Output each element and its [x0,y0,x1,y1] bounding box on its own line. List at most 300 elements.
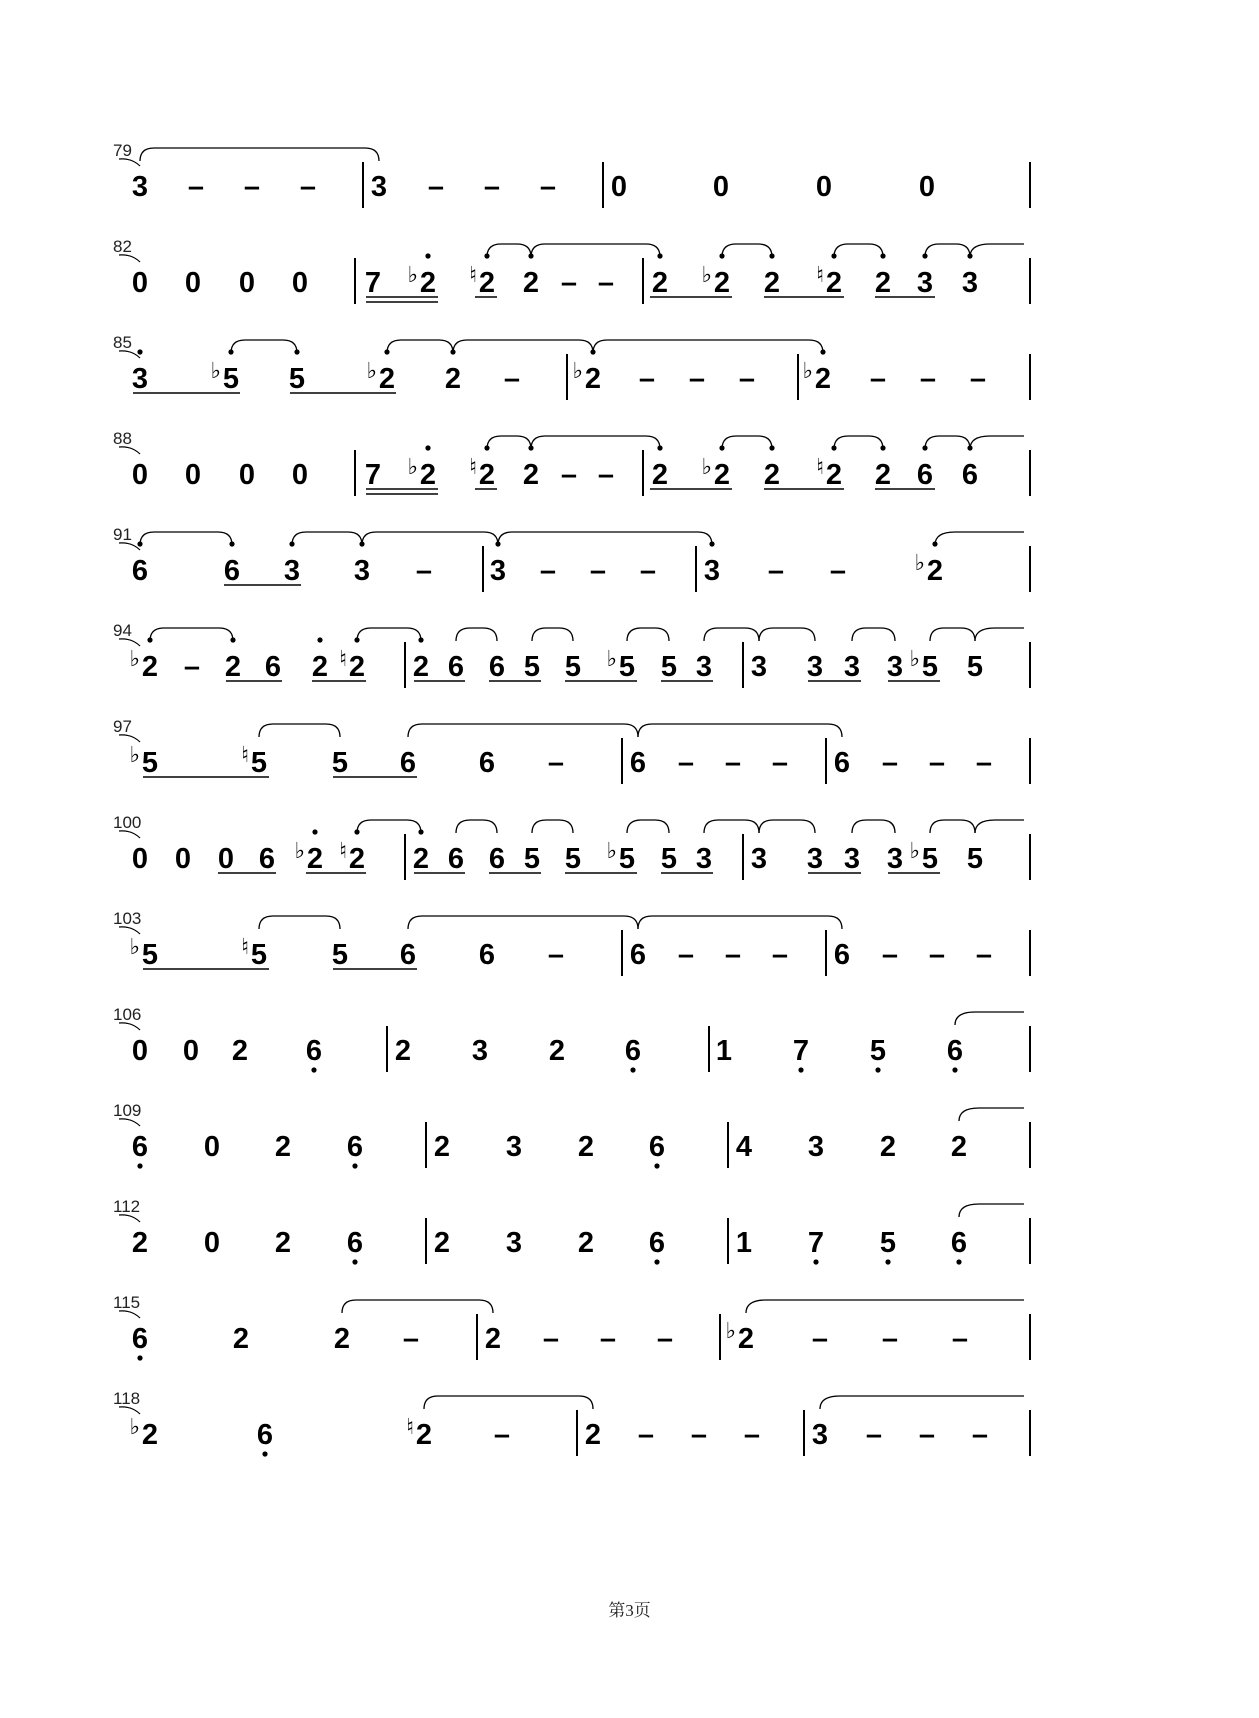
octave-dot-upper [484,253,489,258]
octave-dot-upper [922,253,927,258]
natural-accidental: ♮ [406,1415,414,1440]
octave-dot-upper [657,253,662,258]
note-digit: 0 [238,459,256,491]
note-digit: 0 [174,843,192,875]
slur [704,820,759,833]
dash-note: – [637,1419,655,1451]
note-digit: 2 [348,843,366,875]
note-digit: 3 [505,1131,523,1163]
slur [453,340,593,353]
dash-note: – [597,459,615,491]
note-digit: 2 [311,651,329,683]
note-digit: 2 [950,1131,968,1163]
octave-dot-upper [147,637,152,642]
score-system [113,237,1030,304]
measure-number: 79 [113,141,132,160]
note-digit: 2 [584,1419,602,1451]
slur [638,724,842,737]
score-system [113,525,1030,592]
dash-note: – [743,1419,761,1451]
octave-dot-upper [495,541,500,546]
note-digit: 6 [488,651,506,683]
note-digit: 2 [577,1131,595,1163]
measure-number: 109 [113,1101,142,1120]
note-digit: 2 [141,651,159,683]
note-digit: 6 [258,843,276,875]
slur [531,436,660,449]
octave-dot-lower [630,1067,635,1072]
note-digit: 5 [222,363,240,395]
slur [531,244,660,257]
flat-accidental: ♭ [701,455,712,480]
score-system [113,1197,1030,1265]
octave-dot-upper [229,541,234,546]
note-digit: 3 [806,843,824,875]
dash-note: – [560,459,578,491]
note-digit: 6 [629,939,647,971]
dash-note: – [589,555,607,587]
note-digit: 5 [564,843,582,875]
note-digit: 4 [735,1131,753,1163]
slur [342,1300,493,1313]
slur [593,340,823,353]
octave-dot-upper [967,445,972,450]
note-digit: 3 [703,555,721,587]
octave-dot-upper [359,541,364,546]
octave-dot-upper [831,445,836,450]
dash-note: – [688,363,706,395]
flat-accidental: ♭ [129,935,140,960]
note-digit: 3 [750,651,768,683]
octave-dot-upper [289,541,294,546]
octave-dot-lower [137,1355,142,1360]
note-digit: 6 [346,1131,364,1163]
natural-accidental: ♮ [469,263,477,288]
flat-accidental: ♭ [701,263,712,288]
dash-note: – [724,939,742,971]
note-digit: 3 [961,267,979,299]
note-digit: 6 [131,1131,149,1163]
slur [834,244,883,257]
slur [387,340,453,353]
natural-accidental: ♮ [339,839,347,864]
score-system [113,429,1030,496]
octave-dot-lower [813,1259,818,1264]
note-digit: 2 [713,267,731,299]
note-digit: 6 [833,939,851,971]
note-digit: 3 [806,651,824,683]
octave-dot-upper [418,637,423,642]
octave-dot-upper [354,829,359,834]
note-digit: 2 [825,459,843,491]
note-digit: 2 [763,267,781,299]
note-digit: 0 [217,843,235,875]
note-digit: 6 [648,1131,666,1163]
flat-accidental: ♭ [407,455,418,480]
dash-note: – [738,363,756,395]
octave-dot-upper [769,253,774,258]
slur [362,532,498,545]
octave-dot-upper [317,637,322,642]
note-digit: 2 [231,1035,249,1067]
measure-number: 94 [113,621,132,640]
dash-note: – [677,747,695,779]
slur [704,628,759,641]
note-digit: 2 [651,459,669,491]
slur [925,244,970,257]
note-digit: 0 [184,459,202,491]
octave-dot-lower [137,1163,142,1168]
natural-accidental: ♮ [241,743,249,768]
note-digit: 0 [182,1035,200,1067]
dash-note: – [881,747,899,779]
note-digit: 2 [378,363,396,395]
note-digit: 6 [950,1227,968,1259]
note-digit: 3 [353,555,371,587]
dash-note: – [638,363,656,395]
dash-note: – [402,1323,420,1355]
dash-note: – [969,363,987,395]
note-digit: 3 [489,555,507,587]
dash-note: – [656,1323,674,1355]
flat-accidental: ♭ [909,647,920,672]
dash-note: – [597,267,615,299]
octave-dot-upper [719,253,724,258]
note-digit: 2 [814,363,832,395]
octave-dot-upper [528,445,533,450]
note-digit: 2 [232,1323,250,1355]
score-system [113,1389,1030,1457]
slur [970,436,1024,449]
slur [532,820,573,833]
dash-note: – [493,1419,511,1451]
dash-note: – [881,939,899,971]
flat-accidental: ♭ [606,839,617,864]
slur [935,532,1024,545]
note-digit: 5 [331,747,349,779]
octave-dot-lower [885,1259,890,1264]
note-digit: 2 [825,267,843,299]
slur [627,628,669,641]
measure-number: 82 [113,237,132,256]
slur [722,244,772,257]
dash-note: – [690,1419,708,1451]
note-digit: 2 [522,459,540,491]
note-digit: 6 [399,939,417,971]
octave-dot-upper [230,637,235,642]
dash-note: – [547,747,565,779]
note-digit: 5 [869,1035,887,1067]
note-digit: 5 [331,939,349,971]
score-system [113,1293,1030,1361]
dash-note: – [767,555,785,587]
dash-note: – [547,939,565,971]
note-digit: 3 [695,843,713,875]
score-system [113,717,1030,784]
note-digit: 5 [141,939,159,971]
note-digit: 3 [843,843,861,875]
measure-number: 103 [113,909,142,928]
note-digit: 6 [256,1419,274,1451]
slur [150,628,233,641]
note-digit: 2 [141,1419,159,1451]
note-digit: 3 [807,1131,825,1163]
note-digit: 2 [926,555,944,587]
dash-note: – [975,747,993,779]
flat-accidental: ♭ [129,743,140,768]
note-digit: 2 [651,267,669,299]
note-digit: 1 [715,1035,733,1067]
dash-note: – [415,555,433,587]
slur [959,1108,1024,1121]
octave-dot-lower [654,1163,659,1168]
note-digit: 6 [399,747,417,779]
slur [140,148,379,161]
slur [456,628,497,641]
slur [759,628,815,641]
note-digit: 5 [141,747,159,779]
slur [292,532,362,545]
octave-dot-upper [880,445,885,450]
slur [424,1396,593,1409]
flat-accidental: ♭ [366,359,377,384]
note-digit: 6 [447,843,465,875]
note-digit: 5 [660,843,678,875]
octave-dot-upper [450,349,455,354]
note-digit: 6 [478,747,496,779]
note-digit: 2 [484,1323,502,1355]
octave-dot-upper [831,253,836,258]
dash-note: – [677,939,695,971]
octave-dot-lower [352,1163,357,1168]
slur [820,1396,1024,1409]
natural-accidental: ♮ [241,935,249,960]
slur [231,340,297,353]
note-digit: 6 [131,1323,149,1355]
octave-dot-lower [956,1259,961,1264]
slur [970,244,1024,257]
note-digit: 5 [288,363,306,395]
slur [627,820,669,833]
dash-note: – [928,747,946,779]
dash-note: – [771,939,789,971]
note-digit: 2 [874,459,892,491]
note-digit: 3 [886,843,904,875]
note-digit: 2 [224,651,242,683]
note-digit: 2 [131,1227,149,1259]
note-digit: 0 [610,171,628,203]
note-digit: 2 [412,651,430,683]
note-digit: 2 [444,363,462,395]
score-system [113,141,1030,208]
note-digit: 7 [807,1227,825,1259]
dash-note: – [811,1323,829,1355]
octave-dot-upper [484,445,489,450]
note-digit: 0 [131,843,149,875]
slur [930,628,975,641]
note-digit: 3 [283,555,301,587]
slur [487,244,531,257]
octave-dot-upper [709,541,714,546]
note-digit: 2 [713,459,731,491]
score-system [113,1005,1030,1073]
note-digit: 5 [564,651,582,683]
note-digit: 5 [618,651,636,683]
measure-number: 85 [113,333,132,352]
dash-note: – [187,171,205,203]
note-digit: 3 [131,171,149,203]
measure-number: 100 [113,813,142,832]
note-digit: 0 [203,1131,221,1163]
note-digit: 6 [946,1035,964,1067]
note-digit: 0 [918,171,936,203]
dash-note: – [869,363,887,395]
note-digit: 0 [131,267,149,299]
note-digit: 3 [843,651,861,683]
slur [140,532,232,545]
dash-note: – [539,555,557,587]
flat-accidental: ♭ [606,647,617,672]
note-digit: 1 [735,1227,753,1259]
note-digit: 2 [419,267,437,299]
octave-dot-upper [657,445,662,450]
score-system [113,333,1030,400]
octave-dot-upper [922,445,927,450]
note-digit: 0 [203,1227,221,1259]
note-digit: 5 [618,843,636,875]
note-digit: 6 [629,747,647,779]
slur [456,820,497,833]
octave-dot-lower [798,1067,803,1072]
octave-dot-upper [967,253,972,258]
note-digit: 2 [333,1323,351,1355]
octave-dot-upper [312,829,317,834]
measure-number: 97 [113,717,132,736]
note-digit: 0 [291,459,309,491]
watermark [905,1700,1205,1718]
note-digit: 7 [364,267,382,299]
octave-dot-lower [654,1259,659,1264]
note-digit: 7 [364,459,382,491]
score-system [113,909,1030,976]
note-digit: 3 [811,1419,829,1451]
note-digit: 5 [250,747,268,779]
slur [930,820,975,833]
dash-note: – [865,1419,883,1451]
note-digit: 6 [264,651,282,683]
dash-note: – [542,1323,560,1355]
octave-dot-upper [528,253,533,258]
note-digit: 2 [548,1035,566,1067]
note-digit: 5 [966,843,984,875]
slur [638,916,842,929]
flat-accidental: ♭ [129,647,140,672]
slur [759,820,815,833]
measure-number: 106 [113,1005,142,1024]
slur [834,436,883,449]
note-digit: 6 [131,555,149,587]
note-digit: 2 [879,1131,897,1163]
octave-dot-lower [352,1259,357,1264]
slur [498,532,712,545]
octave-dot-upper [590,349,595,354]
slur [408,724,638,737]
note-digit: 2 [874,267,892,299]
slur [532,628,573,641]
dash-note: – [483,171,501,203]
note-digit: 2 [412,843,430,875]
octave-dot-lower [262,1451,267,1456]
dash-note: – [771,747,789,779]
octave-dot-upper [294,349,299,354]
flat-accidental: ♭ [294,839,305,864]
note-digit: 5 [921,651,939,683]
measure-number: 88 [113,429,132,448]
dash-note: – [919,363,937,395]
slur [959,1204,1024,1217]
slur [357,820,421,833]
dash-note: – [724,747,742,779]
slur [259,916,340,929]
dash-note: – [299,171,317,203]
note-digit: 2 [274,1227,292,1259]
slur [357,628,421,641]
note-digit: 3 [131,363,149,395]
octave-dot-upper [769,445,774,450]
octave-dot-upper [932,541,937,546]
flat-accidental: ♭ [210,359,221,384]
slur [975,628,1024,641]
flat-accidental: ♭ [909,839,920,864]
note-digit: 6 [488,843,506,875]
slur [925,436,970,449]
flat-accidental: ♭ [129,1415,140,1440]
note-digit: 6 [305,1035,323,1067]
note-digit: 5 [250,939,268,971]
measure-number: 118 [113,1389,141,1408]
octave-dot-upper [137,541,142,546]
dash-note: – [243,171,261,203]
dash-note: – [539,171,557,203]
note-digit: 0 [131,459,149,491]
score-system [113,813,1030,880]
score-system [113,1101,1030,1169]
dash-note: – [427,171,445,203]
slur [259,724,340,737]
note-digit: 2 [737,1323,755,1355]
note-digit: 6 [624,1035,642,1067]
flat-accidental: ♭ [725,1319,736,1344]
natural-accidental: ♮ [816,263,824,288]
note-digit: 2 [433,1131,451,1163]
note-digit: 5 [523,651,541,683]
note-digit: 2 [306,843,324,875]
note-digit: 0 [815,171,833,203]
note-digit: 3 [886,651,904,683]
flat-accidental: ♭ [407,263,418,288]
note-digit: 0 [184,267,202,299]
note-digit: 2 [478,459,496,491]
note-digit: 0 [712,171,730,203]
note-digit: 6 [648,1227,666,1259]
flat-accidental: ♭ [802,359,813,384]
slur [955,1012,1024,1025]
octave-dot-upper [228,349,233,354]
note-digit: 6 [223,555,241,587]
dash-note: – [829,555,847,587]
note-digit: 5 [660,651,678,683]
note-digit: 5 [523,843,541,875]
